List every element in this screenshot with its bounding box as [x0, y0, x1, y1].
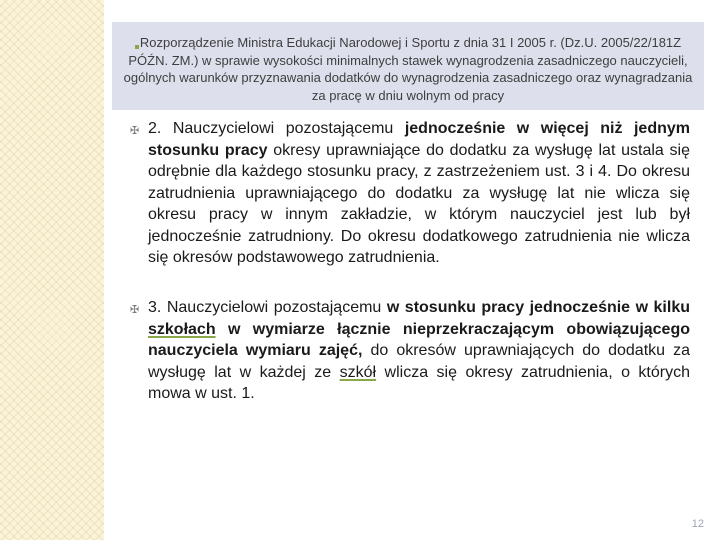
- paragraph-2-text: 3. Nauczycielowi pozostającemu: [148, 299, 387, 316]
- page-number: 12: [691, 518, 704, 530]
- cross-bullet-icon: ✠: [130, 304, 140, 316]
- paragraph-2-bold: w stosunku pracy jednocześnie w kilku: [386, 299, 690, 316]
- strip-edge: [104, 0, 112, 540]
- title-marker-icon: [135, 45, 139, 49]
- paragraph-2: [148, 297, 690, 405]
- slide-title: Rozporządzenie Ministra Edukacji Narodowej i Sportu z dnia 31 I 2005 r. (Dz.U. 2005/22/181Z PÓŹN. ZM.) w sprawie wysokości minimalnych stawek wynagrodzenia zasadniczego nauczycieli, ogólnych warunków przyznawania dodatków do wynagrodzenia zasadniczego oraz wynagradzania za pracę w dniu wolnym od pracy: [123, 35, 693, 103]
- paragraph-1-bold: jednocześnie w więcej niż jednym stosunku pracy: [148, 120, 691, 159]
- cross-bullet-icon: ✠: [130, 125, 140, 137]
- slide-title-block: [118, 34, 698, 104]
- paragraph-2-bold-2: w wymiarze łącznie nieprzekraczającym obowiązującego nauczyciela wymiaru zajęć,: [148, 320, 690, 359]
- link-szkolach[interactable]: szkołach: [148, 320, 216, 338]
- paragraph-2-text-2: do okresów uprawniających do dodatku za wysługę lat w każdej ze: [148, 342, 690, 381]
- link-szkol[interactable]: szkół: [339, 363, 377, 381]
- decorative-left-strip: [0, 0, 104, 540]
- paragraph-2-text-3: wlicza się okresy zatrudnienia, o których mowa w ust. 1.: [148, 363, 690, 402]
- paragraph-1-text: 2. Nauczycielowi pozostającemu: [148, 120, 405, 137]
- paragraph-1-text-rest: okresy uprawniające do dodatku za wysługę lat ustala się odrębnie dla każdego stosunku pracy, z zastrzeżeniem ust. 3 i 4. Do okresu zatrudnienia uprawniającego do dodatku za wysługę lat nie wlicza się okresu pracy w innym zakładzie, w którym nauczyciel jest lub był jednocześnie zatrudniony. Do okresu dodatkowego zatrudnienia nie wlicza się okresów podstawowego zatrudnienia.: [148, 141, 690, 266]
- paragraph-1: [148, 118, 690, 269]
